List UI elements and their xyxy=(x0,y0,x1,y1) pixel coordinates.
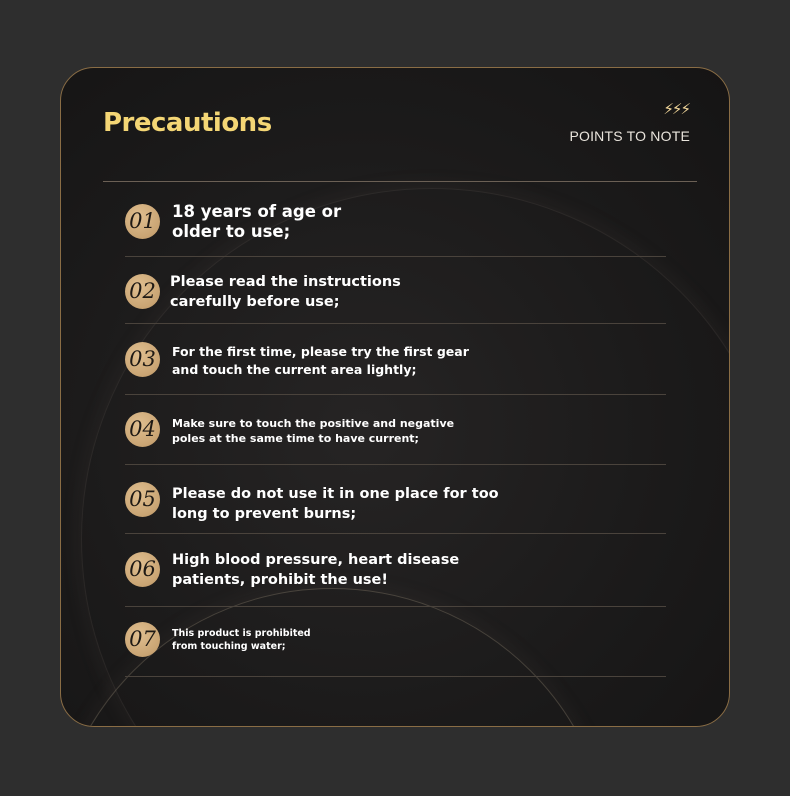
item-text: Make sure to touch the positive and negative poles at the same time to have current; xyxy=(172,417,455,445)
list-item xyxy=(125,324,666,395)
precautions-card xyxy=(60,67,730,727)
item-text: 18 years of age or older to use; xyxy=(172,202,342,241)
item-number-badge: 06 xyxy=(125,552,160,587)
item-text: For the first time, please try the first gear and touch the current area lightly; xyxy=(172,344,469,377)
item-text: Please read the instructions carefully before use; xyxy=(170,274,401,310)
item-text: Please do not use it in one place for too long to prevent burns; xyxy=(172,486,499,522)
list-item xyxy=(125,607,666,677)
item-number-badge: 07 xyxy=(125,622,160,657)
precautions-list xyxy=(125,186,666,677)
list-item xyxy=(125,186,666,257)
item-number-badge: 04 xyxy=(125,412,160,447)
list-item xyxy=(125,395,666,465)
item-text: This product is prohibited from touching water; xyxy=(172,628,311,652)
header-divider xyxy=(103,181,697,182)
lightning-bolts-icon: ⚡⚡⚡ xyxy=(663,100,689,118)
page-title: Precautions xyxy=(103,108,272,138)
item-number-badge: 01 xyxy=(125,204,160,239)
item-number-badge: 05 xyxy=(125,482,160,517)
list-item xyxy=(125,257,666,324)
list-item xyxy=(125,465,666,534)
item-number-badge: 03 xyxy=(125,342,160,377)
points-to-note-label: POINTS TO NOTE xyxy=(569,128,690,144)
item-text: High blood pressure, heart disease patients, prohibit the use! xyxy=(172,552,460,588)
list-item xyxy=(125,534,666,607)
item-number-badge: 02 xyxy=(125,274,160,309)
